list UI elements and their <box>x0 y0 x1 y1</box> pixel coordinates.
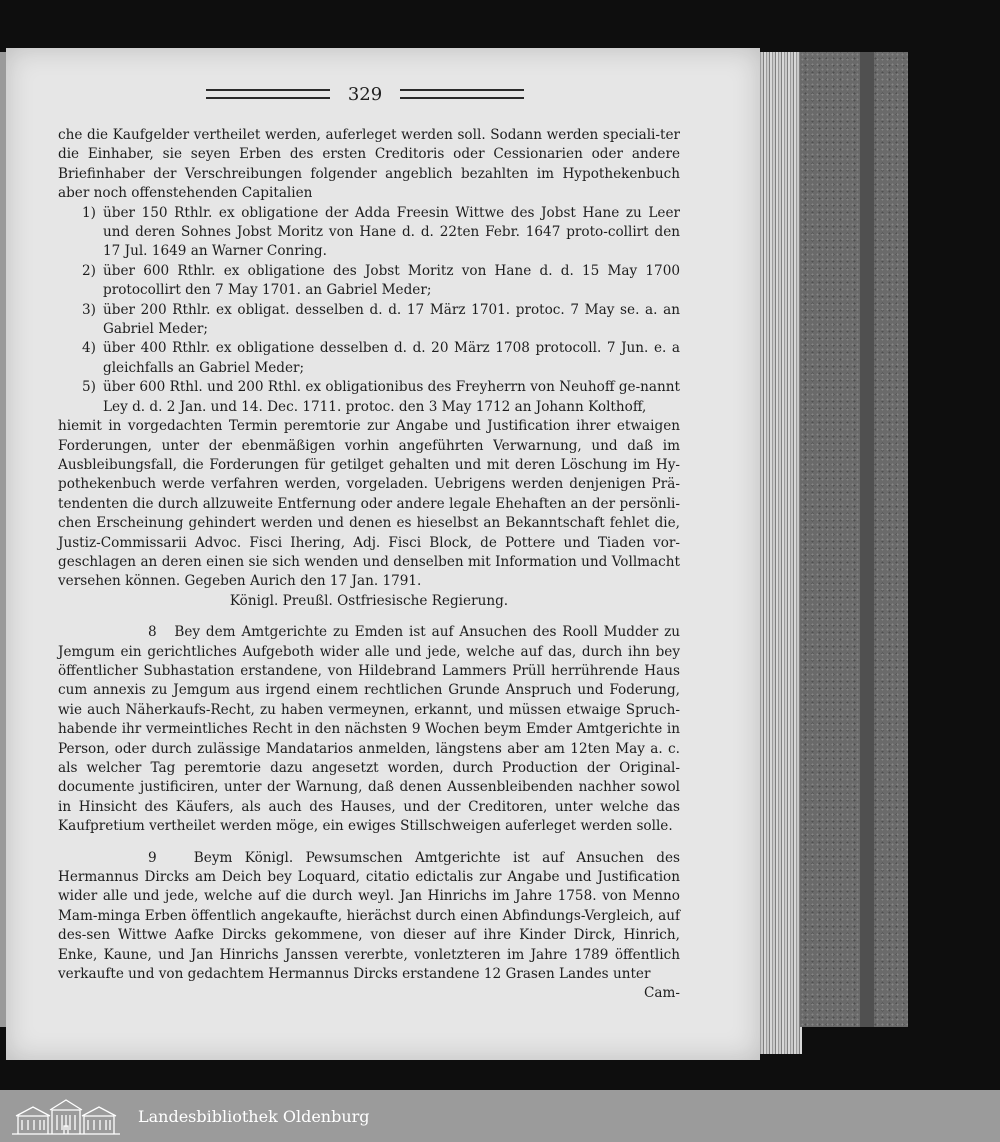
list-item <box>58 301 680 340</box>
entry-9 <box>58 849 680 985</box>
list-item <box>58 204 680 262</box>
item-number: 3) <box>82 301 96 318</box>
item-number: 5) <box>82 379 96 396</box>
header-rule-right <box>400 89 524 99</box>
book-cover <box>800 52 908 1027</box>
item-text: über 400 Rthlr. ex obligatione desselben d. d. 20 März 1708 protocoll. 7 Jun. e. a gleichfalls an Gabriel Meder; <box>103 340 680 376</box>
library-building-logo-icon <box>8 1096 124 1136</box>
item-number: 4) <box>82 340 96 357</box>
item-number: 1) <box>82 204 96 221</box>
entry-8 <box>58 623 680 836</box>
item-text: über 150 Rthlr. ex obligatione der Adda Freesin Wittwe des Jobst Hane zu Leer und deren Sohnes Jobst Moritz von Hane d. d. 22ten Febr. 1647 proto-collirt den 17 Jul. 1649 an Warner Conring. <box>103 204 680 260</box>
item-text: über 200 Rthlr. ex obligat. desselben d. d. 17 März 1701. protoc. 7 May se. a. an Gabriel Meder; <box>103 301 680 338</box>
entry-number: 9 <box>148 849 157 866</box>
page-header <box>200 82 530 106</box>
list-item <box>58 262 680 301</box>
entry-text: Bey dem Amtgerichte zu Emden ist auf Ansuchen des Rooll Mudder zu Jemgum ein gerichtliches Aufgeboth wider alle und jede, welche auf das, durch ihn bey öffentlicher Subhastation erstandene, von Hildebrand Lammers Prüll herrührende Haus cum annexis zu Jemgum aus irgend einem rechtlichen Grunde Anspruch und Foderung, wie auch Näherkaufs-Recht, zu haben vermeynen, erkannt, und müssen etwaige Spruch-habende ihr vermeintliches Recht in den nächsten 9 Wochen beym Emder Amtgerichte in Person, oder durch zulässige Mandatarios anmelden, längstens aber am 12ten May a. c. als welcher Tag peremtorie dazu angesetzt worden, durch Production der Original-documente justificiren, unter der Warnung, daß denen Aussenbleibenden nachher sowol in Hinsicht des Käufers, als auch des Hauses, und der Creditoren, unter welche das Kaufpretium vertheilet werden möge, ein ewiges Stillschweigen auferleget werden solle. <box>58 624 680 835</box>
catchword: Cam- <box>644 985 680 1002</box>
header-rule-left <box>206 89 330 99</box>
book-cover-fold <box>860 52 874 1027</box>
item-text: über 600 Rthl. und 200 Rthl. ex obligationibus des Freyherrn von Neuhoff ge-nannt Ley d. d. 2 Jan. und 14. Dec. 1711. protoc. den 3 May 1712 an Johann Kolthoff, <box>103 379 680 415</box>
book-page-edges <box>758 52 802 1054</box>
page-body <box>58 126 680 1004</box>
library-name: Landesbibliothek Oldenburg <box>138 1106 370 1126</box>
entry-text: Beym Königl. Pewsumschen Amtgerichte ist auf Ansuchen des Hermannus Dircks am Deich bey Loquard, citatio edictalis zur Angabe und Justification wider alle und jede, welche auf die durch weyl. Jan Hinrichs im Jahre 1758. von Menno Mam-minga Erben öffentlich angekaufte, hierächst durch einen Abfindungs-Vergleich, auf des-sen Wittwe Aafke Dircks gekommene, von dieser auf ihre Kinder Dirck, Hinrich, Enke, Kaune, und Jan Hinrichs Janssen vererbte, vonletzteren im Jahre 1789 öffentlich verkaufte und von gedachtem Hermannus Dircks erstandene 12 Grasen Landes unter <box>58 849 680 983</box>
footer-bar <box>0 1090 1000 1142</box>
list-item <box>58 339 680 378</box>
list-item <box>58 378 680 417</box>
entry-number: 8 <box>148 624 157 641</box>
item-text: über 600 Rthlr. ex obligatione des Jobst Moritz von Hane d. d. 15 May 1700 protocollirt den 7 May 1701. an Gabriel Meder; <box>103 262 680 299</box>
summons-paragraph: hiemit in vorgedachten Termin peremtorie zur Angabe und Justification ihrer etwaigen Forderungen, unter der ebenmäßigen vorhin angeführten Verwarnung, und daß im Ausbleibungsfall, die Forderungen für getilget gehalten und mit deren Löschung im Hy-pothekenbuch werde verfahren werden, vorgeladen. Uebrigens werden denjenigen Prä-tendenten die durch allzuweite Entfernung oder andere legale Ehehaften an der persönli-chen Erscheinung gehindert werden und denen es hieselbst an Bekanntschaft fehlet die, Justiz-Commissarii Advoc. Fisci Ihering, Adj. Fisci Block, de Pottere und Tiaden vor-geschlagen an deren einen sie sich wenden und denselben mit Information und Vollmacht versehen können. Gegeben Aurich den 17 Jan. 1791. <box>58 418 680 590</box>
intro-paragraph: che die Kaufgelder vertheilet werden, auferleget werden soll. Sodann werden speciali-ter die Einhaber, sie seyen Erben des ersten Creditoris oder Cessionarien oder andere Briefinhaber der Verschreibungen folgender angeblich bezahlten im Hypothekenbuch aber noch offenstehenden Capitalien <box>58 127 680 202</box>
capital-list <box>58 204 680 417</box>
item-number: 2) <box>82 262 96 279</box>
signature-line: Königl. Preußl. Ostfriesische Regierung. <box>229 592 509 609</box>
page-number: 329 <box>347 83 383 105</box>
